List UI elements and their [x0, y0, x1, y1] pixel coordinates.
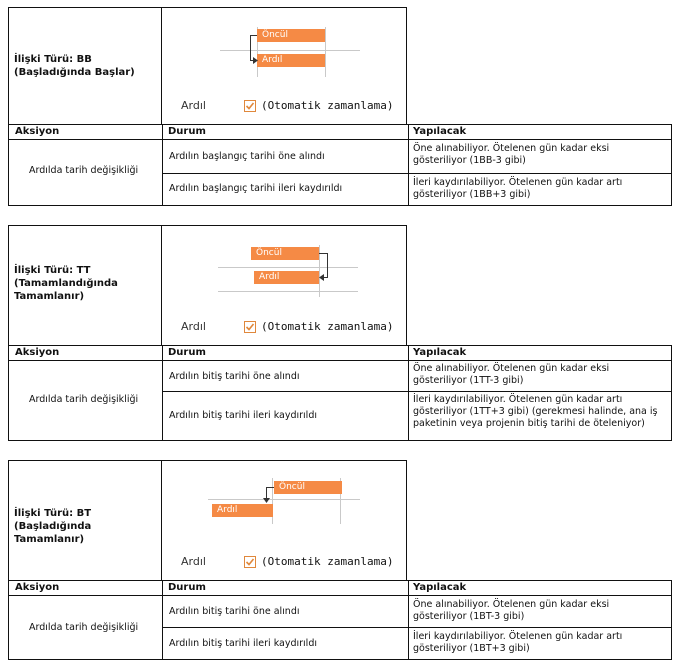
col-status: Durum — [168, 582, 206, 593]
auto-schedule-label: (Otomatik zamanlama) — [261, 99, 394, 112]
todo-line: gösteriliyor (1TT+3 gibi) (gerekmesi halinde, ana iş — [413, 406, 658, 417]
successor-label: Ardıl — [181, 320, 206, 333]
todo-line: gösteriliyor (1BT+3 gibi) — [413, 643, 530, 654]
successor-bar: Ardıl — [257, 54, 325, 67]
todo-cell — [413, 599, 609, 623]
col-todo: Yapılacak — [413, 582, 467, 593]
col-status: Durum — [168, 126, 206, 137]
todo-line: gösteriliyor (1BT-3 gibi) — [413, 611, 525, 622]
arrow-down-icon — [263, 498, 270, 503]
action-cell: Ardılda tarih değişikliği — [29, 394, 139, 405]
todo-line: Öne alınabiliyor. Ötelenen gün kadar eksi — [413, 599, 610, 610]
relation-title-line: (Tamamlandığında — [14, 278, 118, 289]
todo-line: İleri kaydırılabiliyor. Ötelenen gün kadar artı — [413, 631, 623, 642]
auto-schedule-checkbox[interactable] — [244, 556, 256, 568]
todo-line: gösteriliyor (1TT-3 gibi) — [413, 375, 524, 386]
status-cell: Ardılın bitiş tarihi ileri kaydırıldı — [169, 410, 317, 421]
auto-schedule-label: (Otomatik zamanlama) — [261, 555, 394, 568]
status-cell: Ardılın başlangıç tarihi öne alındı — [169, 151, 325, 162]
table-body — [8, 596, 672, 660]
col-action: Aksiyon — [15, 582, 60, 593]
action-cell: Ardılda tarih değişikliği — [29, 622, 139, 633]
status-cell: Ardılın bitiş tarihi ileri kaydırıldı — [169, 638, 317, 649]
predecessor-bar: Öncül — [257, 29, 325, 42]
successor-label: Ardıl — [181, 555, 206, 568]
col-todo: Yapılacak — [413, 126, 467, 137]
bt-diagram — [162, 460, 407, 580]
auto-schedule-label: (Otomatik zamanlama) — [261, 320, 394, 333]
todo-line: Öne alınabiliyor. Ötelenen gün kadar eksi — [413, 363, 610, 374]
status-cell: Ardılın başlangıç tarihi ileri kaydırıldı — [169, 183, 343, 194]
todo-cell — [413, 631, 622, 655]
todo-line: İleri kaydırılabiliyor. Ötelenen gün kadar artı — [413, 177, 623, 188]
checkmark-icon — [245, 557, 255, 567]
predecessor-bar: Öncül — [251, 247, 319, 260]
action-cell: Ardılda tarih değişikliği — [29, 165, 139, 176]
col-action: Aksiyon — [15, 126, 60, 137]
relation-title-line: (Başladığında Başlar) — [14, 67, 135, 78]
relation-title-line: İlişki Türü: BT — [14, 508, 92, 519]
col-status: Durum — [168, 347, 206, 358]
relation-title — [14, 507, 159, 546]
relation-title-line: İlişki Türü: TT — [14, 265, 91, 276]
todo-line: gösteriliyor (1BB+3 gibi) — [413, 189, 531, 200]
status-cell: Ardılın bitiş tarihi öne alındı — [169, 371, 300, 382]
relation-title-line: İlişki Türü: BB — [14, 54, 92, 65]
successor-label: Ardıl — [181, 99, 206, 112]
connector-line — [266, 487, 274, 488]
col-action: Aksiyon — [15, 347, 60, 358]
relation-title-line: (Başladığında Tamamlanır) — [14, 521, 92, 545]
col-todo: Yapılacak — [413, 347, 467, 358]
todo-line: gösteriliyor (1BB-3 gibi) — [413, 155, 526, 166]
successor-bar: Ardıl — [212, 504, 273, 517]
todo-line: Öne alınabiliyor. Ötelenen gün kadar eksi — [413, 143, 610, 154]
status-cell: Ardılın bitiş tarihi öne alındı — [169, 606, 300, 617]
table-header — [8, 580, 672, 596]
relation-title-line: Tamamlanır) — [14, 291, 85, 302]
todo-line: İleri kaydırılabiliyor. Ötelenen gün kadar artı — [413, 394, 623, 405]
successor-bar: Ardıl — [254, 271, 319, 284]
predecessor-bar: Öncül — [274, 481, 342, 494]
todo-line: paketinin veya projenin bitiş tarihi de öteleniyor) — [413, 418, 645, 429]
